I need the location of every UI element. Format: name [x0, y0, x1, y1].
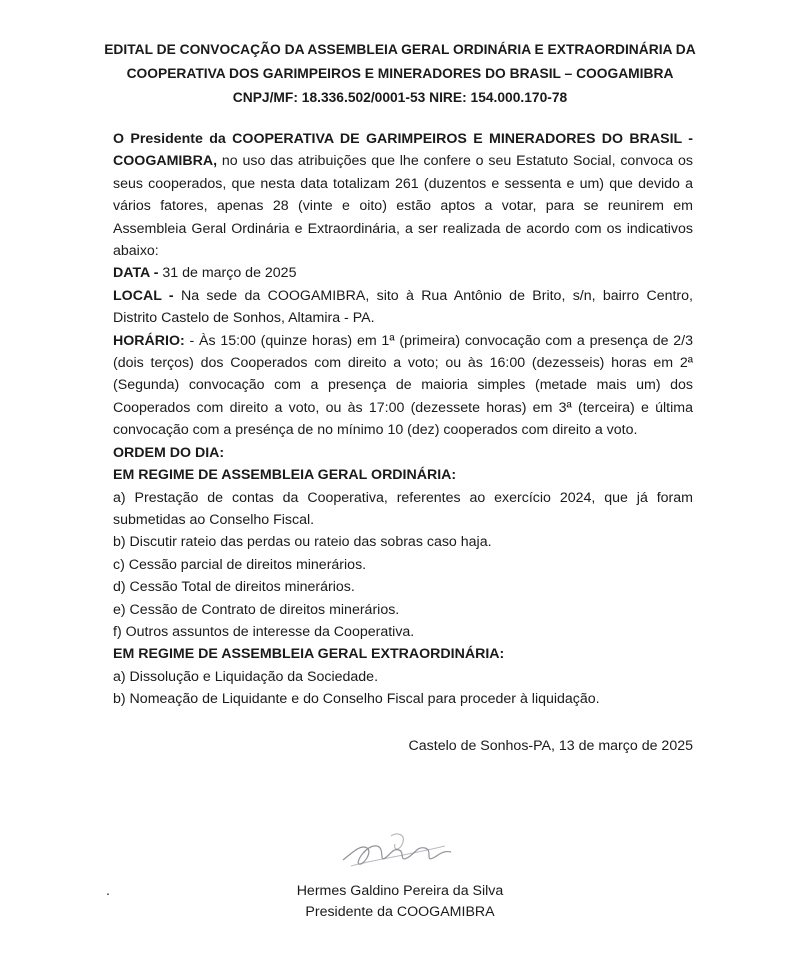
schedule-value: - Às 15:00 (quinze horas) em 1ª (primeira) convocação com a presença de 2/3 (dois terços) dos Cooperados com direito a voto; ou às 16:00 (dezesseis) horas em 2ª (Segunda) convocação com a presença de maioria simples (metade mais um) dos Cooperados com direito a voto, ou às 17:00 (dezessete horas) em 3ª (terceira) e última convocação com a presénça de no mínimo 10 (dez) cooperados com direito a voto.: [113, 332, 693, 439]
stray-dot: .: [106, 882, 110, 898]
signer-name: Hermes Galdino Pereira da Silva: [296, 883, 504, 899]
ordinary-item-b: b) Discutir rateio das perdas ou rateio das sobras caso haja.: [113, 534, 492, 551]
location-label: LOCAL -: [113, 287, 174, 304]
extraordinary-assembly-heading: EM REGIME DE ASSEMBLEIA GERAL EXTRAORDINÁRIA:: [113, 646, 505, 663]
intro-text: no uso das atribuições que lhe confere o seu Estatuto Social, convoca os seus cooperados, que nesta data totalizam 261 (duzentos e sessenta e um) que devido a vários fatores, apenas 28 (vinte e oito) estão aptos a votar, para se reunirem em Assembleia Geral Ordinária e Extraordinária, a ser realizada de acordo com os indicativos abaixo:: [113, 153, 693, 260]
signer-role: Presidente da COOGAMIBRA: [305, 904, 495, 920]
date-label: DATA -: [113, 265, 159, 282]
extraordinary-item-b: b) Nomeação de Liquidante e do Conselho Fiscal para proceder à liquidação.: [113, 691, 600, 708]
location-value: Na sede da COOGAMIBRA, sito à Rua Antônio de Brito, s/n, bairro Centro, Distrito Castelo de Sonhos, Altamira - PA.: [113, 287, 693, 327]
intro-paragraph: [113, 128, 693, 262]
date-value: 31 de março de 2025: [158, 265, 297, 282]
date-line: [113, 262, 693, 284]
intro-bold-lead: O Presidente da COOPERATIVA DE GARIMPEIROS E MINERADORES DO BRASIL - COOGAMIBRA,: [113, 131, 693, 170]
signature-image: [333, 822, 461, 878]
signer-block: [250, 881, 550, 923]
schedule-paragraph: [113, 330, 693, 442]
ordinary-item-e: e) Cessão de Contrato de direitos minerários.: [113, 601, 400, 618]
agenda-heading: ORDEM DO DIA:: [113, 444, 225, 461]
header-title-line-1: EDITAL DE CONVOCAÇÃO DA ASSEMBLEIA GERAL ORDINÁRIA E EXTRAORDINÁRIA DA: [104, 42, 696, 57]
ordinary-item-f: f) Outros assuntos de interesse da Cooperativa.: [113, 623, 415, 640]
ordinary-item-c: c) Cessão parcial de direitos minerários.: [113, 556, 367, 573]
ordinary-assembly-heading: EM REGIME DE ASSEMBLEIA GERAL ORDINÁRIA:: [113, 467, 457, 484]
ordinary-item-d: d) Cessão Total de direitos minerários.: [113, 579, 355, 596]
document-header: [100, 38, 700, 110]
ordinary-item-a: a) Prestação de contas da Cooperativa, referentes ao exercício 2024, que já foram submetidas ao Conselho Fiscal.: [113, 489, 693, 528]
extraordinary-item-a: a) Dissolução e Liquidação da Sociedade.: [113, 668, 379, 685]
document-body: [113, 128, 693, 711]
header-registration-line: CNPJ/MF: 18.336.502/0001-53 NIRE: 154.000.170-78: [232, 90, 568, 105]
schedule-label: HORÁRIO:: [113, 332, 185, 349]
header-title-line-2: COOPERATIVA DOS GARIMPEIROS E MINERADORES DO BRASIL – COOGAMIBRA: [126, 66, 674, 81]
location-paragraph: [113, 285, 693, 330]
place-and-date: Castelo de Sonhos-PA, 13 de março de 2025: [408, 738, 693, 754]
signature-stroke-3: [391, 834, 403, 849]
